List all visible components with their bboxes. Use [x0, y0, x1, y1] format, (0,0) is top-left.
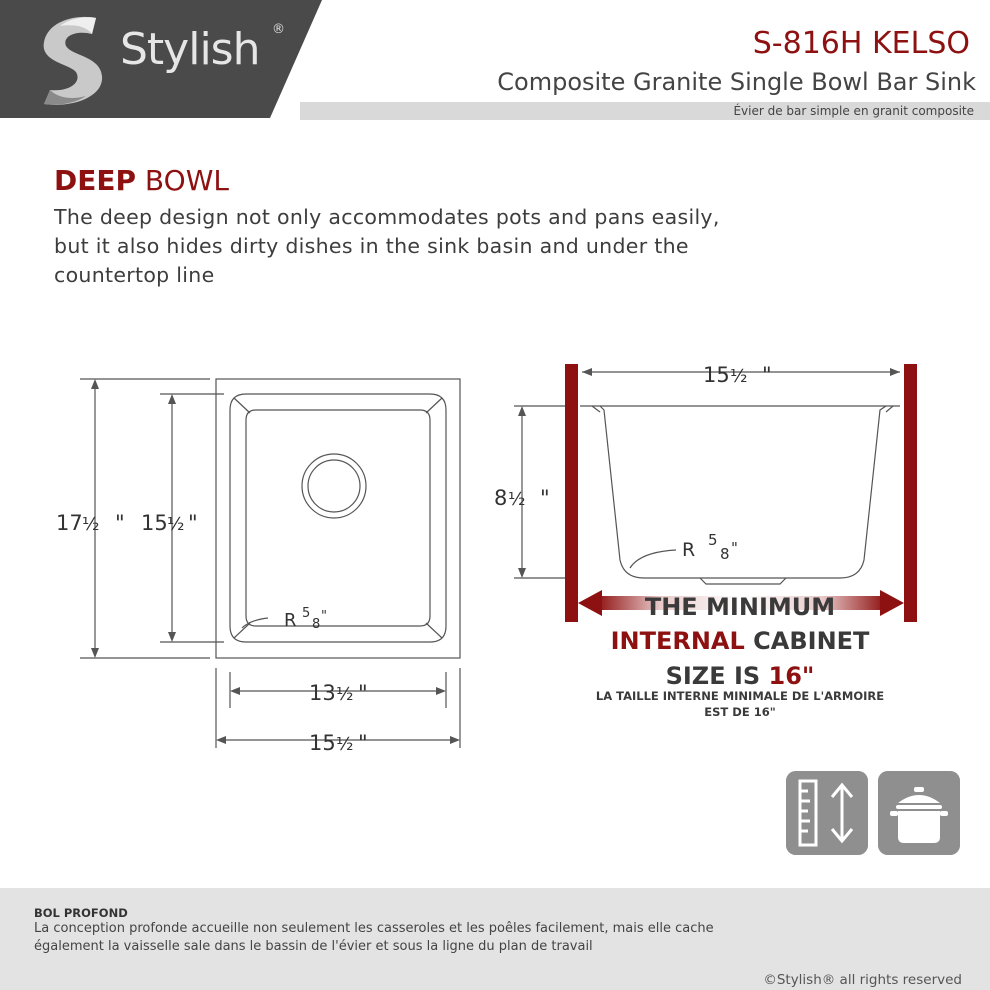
dim-inner-width: 13 [309, 681, 336, 705]
cabinet-note-fr2: EST DE 16" [704, 705, 776, 719]
registered-mark: ® [272, 22, 285, 37]
dim-inner-width-frac: ½ [336, 684, 354, 705]
dim-outer-width-frac: ½ [336, 734, 354, 755]
side-radius-num: 5 [708, 531, 718, 549]
cabinet-note-line3 [560, 662, 920, 690]
drain-profile [700, 578, 786, 584]
top-view-diagram [0, 360, 520, 760]
dim-outer-width-inch: " [358, 731, 368, 755]
depth-ruler-icon [786, 771, 868, 855]
product-name-fr: Évier de bar simple en granit composite [733, 104, 974, 118]
radius-den: 8 [312, 617, 321, 632]
cabinet-wall-left [565, 364, 578, 622]
dim-inner-height: 15 [141, 511, 168, 535]
side-width-inch: " [762, 363, 772, 387]
dim-outer-height-inch: " [115, 511, 125, 535]
feature-title-bold: DEEP [54, 164, 137, 197]
dim-outer-width: 15 [309, 731, 336, 755]
drain-outer [302, 454, 366, 518]
side-radius-label: R [682, 539, 696, 561]
bowl-profile [600, 406, 886, 578]
side-width: 15 [703, 363, 730, 387]
feature-description: The deep design not only accommodates pots and pans easily, but it also hides dirty dishes in the sink basin and under the countertop line [54, 205, 720, 287]
dim-inner-height-inch: " [188, 511, 198, 535]
sink-outer-rim [216, 379, 460, 658]
dim-inner-height-frac: ½ [167, 514, 185, 535]
feature-title [54, 164, 229, 197]
cabinet-wall-right [904, 364, 917, 622]
side-radius-den: 8 [720, 545, 730, 563]
cabinet-note-line1: THE MINIMUM [644, 593, 836, 621]
copyright: ©Stylish® all rights reserved [763, 972, 962, 988]
dim-outer-height-frac: ½ [82, 514, 100, 535]
feature-title-rest: BOWL [136, 164, 229, 197]
cabinet-note-fr1: LA TAILLE INTERNE MINIMALE DE L'ARMOIRE [595, 689, 885, 703]
cabinet-note-internal: INTERNAL [610, 627, 745, 655]
cabinet-note-value: 16" [768, 662, 815, 690]
side-width-frac: ½ [730, 366, 748, 387]
cooking-pot-icon [878, 771, 960, 855]
radius-num: 5 [302, 606, 311, 621]
radius-label: R [284, 610, 297, 631]
cabinet-note-cabinet: CABINET [744, 627, 870, 655]
cabinet-note-line2 [560, 627, 920, 655]
side-depth-frac: ½ [508, 489, 526, 510]
footer-title: BOL PROFOND [34, 906, 128, 920]
product-name-en: Composite Granite Single Bowl Bar Sink [497, 68, 976, 96]
radius-inch: " [321, 609, 327, 624]
drain-inner [308, 460, 360, 512]
dim-outer-height: 17 [56, 511, 83, 535]
side-depth-inch: " [540, 486, 550, 510]
footer-text: La conception profonde accueille non seulement les casseroles et les poêles facilement, mais elle cache également la vaisselle sale dans le bassin de l'évier et sous la ligne du plan de travail [34, 921, 714, 954]
dim-inner-width-inch: " [358, 681, 368, 705]
side-depth: 8 [494, 486, 508, 510]
cabinet-note-size: SIZE IS [665, 662, 769, 690]
model-number: S-816H KELSO [752, 26, 970, 61]
side-radius-inch: " [731, 539, 738, 557]
brand-logo-text: Stylish [120, 24, 260, 75]
